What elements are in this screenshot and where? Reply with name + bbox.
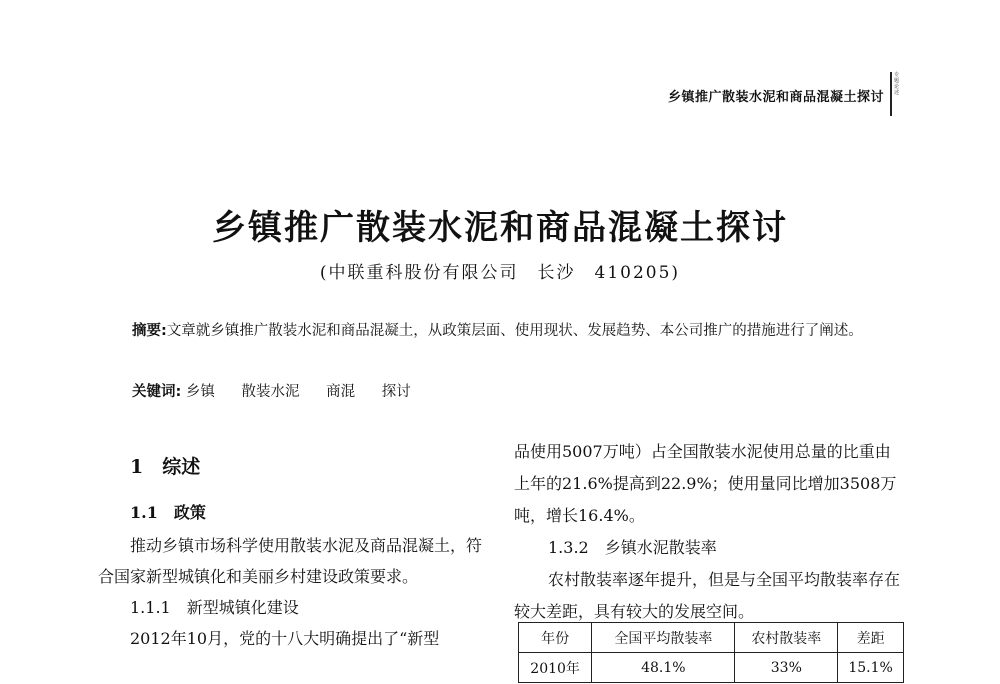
bulk-rate-table [518,622,904,683]
table-cell: 15.1% [838,653,904,683]
paragraph: 2012年10月，党的十八大明确提出了“新型 [130,629,440,648]
section-heading-1-1: 1.1 政策 [130,503,206,522]
abstract-text: 文章就乡镇推广散装水泥和商品混凝土，从政策层面、使用现状、发展趋势、本公司推广的措施进行了阐述。 [166,323,863,339]
page-title: 乡镇推广散装水泥和商品混凝土探讨 [212,208,788,248]
paragraph: 品使用5007万吨）占全国散装水泥使用总量的比重由上年的21.6%提高到22.9%；使用量同比增加3508万吨，增长16.4%。 [514,442,897,525]
running-head: 乡镇推广散装水泥和商品混凝土探讨 [667,90,884,105]
table-header-row [519,623,904,653]
right-column [514,436,904,628]
table-cell: 48.1% [592,653,735,683]
table-header-cell: 差距 [838,623,904,653]
table-row [519,653,904,683]
section-heading-1-3-2: 1.3.2 乡镇水泥散装率 [548,538,717,557]
side-mark: 专题论述 [890,72,900,116]
left-column [98,452,486,654]
section-heading-1: 1 综述 [130,456,201,478]
keyword-item: 乡镇 [185,384,215,400]
paragraph: 农村散装率逐年提升，但是与全国平均散装率存在较大差距，具有较大的发展空间。 [514,570,901,621]
table-cell: 33% [735,653,838,683]
paragraph: 推动乡镇市场科学使用散装水泥及商品混凝土，符合国家新型城镇化和美丽乡村建设政策要求。 [98,536,483,586]
keyword-item: 商混 [326,384,356,400]
section-heading-1-1-1: 1.1.1 新型城镇化建设 [130,598,299,617]
table-header-cell: 年份 [519,623,592,653]
table-header-cell: 全国平均散装率 [592,623,735,653]
keywords-label: 关键词: [132,384,182,400]
abstract [98,318,904,345]
abstract-label: 摘要: [132,323,167,339]
author-affiliation: (中联重科股份有限公司 长沙 410205) [319,263,681,283]
keyword-item: 散装水泥 [241,384,300,400]
table-header-cell: 农村散装率 [735,623,838,653]
keyword-item: 探讨 [381,384,411,400]
table-cell: 2010年 [519,653,592,683]
keywords [132,380,433,401]
